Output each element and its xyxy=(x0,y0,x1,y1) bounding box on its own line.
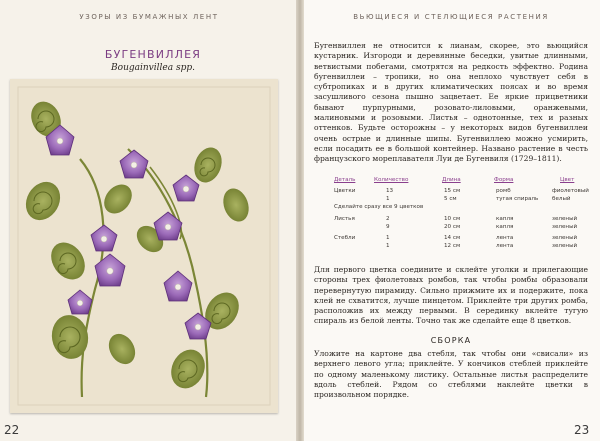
page-number-left: 22 xyxy=(4,423,20,437)
quilled-card-photo xyxy=(10,79,278,413)
cell-length: 12 см xyxy=(444,243,461,250)
plant-latin-name: Bougainvillea spp. xyxy=(111,63,195,73)
table-note xyxy=(314,204,588,212)
table-row xyxy=(314,224,588,232)
cell-part: Цветки xyxy=(334,188,356,194)
running-head-right: ВЬЮЩИЕСЯ И СТЕЛЮЩИЕСЯ РАСТЕНИЯ xyxy=(353,13,549,21)
assembly-heading: СБОРКА xyxy=(430,336,472,345)
header-length: Длина xyxy=(442,177,461,183)
cell-length: 15 см xyxy=(444,188,461,194)
cell-length: 5 см xyxy=(444,196,457,203)
plant-title: БУГЕНВИЛЛЕЯ xyxy=(104,48,202,61)
table-row xyxy=(314,235,588,243)
cell-color: зеленый xyxy=(552,215,578,222)
cell-color: зеленый xyxy=(552,234,578,241)
cell-qty: 1 xyxy=(386,243,390,250)
header-qty: Количество xyxy=(374,177,409,183)
table-row xyxy=(314,188,588,196)
cell-color: зеленый xyxy=(552,223,578,230)
book-gutter xyxy=(296,0,304,441)
cell-form: лента xyxy=(496,243,514,250)
cell-part: Листья xyxy=(334,215,355,222)
cell-qty: 1 xyxy=(386,196,390,203)
cell-form: тугая спираль xyxy=(496,196,539,203)
header-color: Цвет xyxy=(560,177,575,183)
cell-qty: 1 xyxy=(386,234,390,241)
running-head-left: УЗОРЫ ИЗ БУМАЖНЫХ ЛЕНТ xyxy=(79,13,219,21)
header-form: Форма xyxy=(494,177,514,183)
cell-form: ромб xyxy=(496,188,511,194)
cell-qty: 13 xyxy=(386,188,394,194)
cell-length: 10 см xyxy=(444,215,461,222)
cell-qty: 2 xyxy=(386,215,390,222)
cell-qty: 9 xyxy=(386,223,390,230)
instructions-paragraph: Для первого цветка соедините и склейте уголки и прилегающие стороны трех фиолетовых ромбов, так чтобы ромбы образовали перевернутую пирамиду. Сильно прижмите их и подержите, пока клей не схватится, лучше пинцетом. Приклейте три других ромба, расположив их между первыми. В серединку вклейте тугую спираль из белой ленты. Точно так же сделайте еще 8 цветков. xyxy=(314,265,588,326)
materials-table xyxy=(314,177,588,251)
page-number-right: 23 xyxy=(574,423,590,437)
header-part: Деталь xyxy=(334,177,356,183)
cell-form: лента xyxy=(496,234,514,241)
cell-form: капля xyxy=(496,223,514,230)
cell-color: зеленый xyxy=(552,243,578,250)
assembly-paragraph: Уложите на картоне два стебля, так чтобы они «свисали» из верхнего левого угла; приклейте. У кончиков стеблей приклейте по одному маленькому листику. Остальные листья распределите вдоль стеблей. Рядом со стеблями наклейте цветки в произвольном порядке. xyxy=(314,349,588,400)
quilled-bougainvillea-illustration xyxy=(10,79,278,413)
table-row xyxy=(314,216,588,224)
cell-color: белый xyxy=(552,196,571,203)
cell-part: Стебли xyxy=(334,234,356,241)
table-header xyxy=(314,177,588,188)
cell-color: фиолетовый xyxy=(552,188,589,194)
cell-length: 14 см xyxy=(444,234,461,241)
intro-paragraph: Бугенвиллея не относится к лианам, скорее, это вьющийся кустарник. Изгороди и деревянные беседки, увитые длинными, ветвистыми побегами, смотрятся на редкость эффектно. Родина бугенвиллеи – тропики, но она неплохо чувствует себя в субтропиках и в других климатических поясах и во время засушливого сезона пышно зацветает. Ее яркие прицветники бывают пурпурными, розовато-лиловыми, оранжевыми, малиновыми и розовыми. Листья – однотонные, тех и разных оттенков. Будьте осторожны – у некоторых видов бугенвиллеи очень острые и длинные шипы. Бугенвиллею можно усмирить, если посадить ее в большой контейнер. Названо растение в честь французского мореплавателя Луи де Бугенвиля (1729–1811). xyxy=(314,41,588,164)
cell-length: 20 см xyxy=(444,223,461,230)
table-row xyxy=(314,243,588,251)
cell-form: капля xyxy=(496,215,514,222)
note-text: Сделайте сразу все 9 цветков xyxy=(334,204,424,211)
